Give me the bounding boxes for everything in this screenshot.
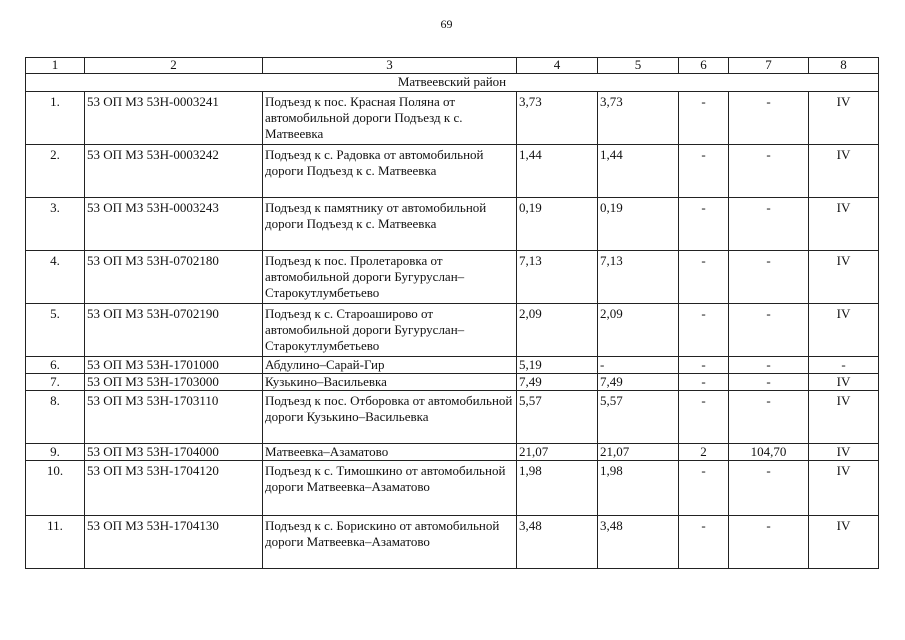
bridge-length: - [729,304,809,357]
bridge-count: - [679,145,729,198]
row-number: 4. [26,251,85,304]
page-number: 69 [440,17,453,31]
bridge-count: - [679,198,729,251]
roads-table [25,57,879,569]
row-number: 10. [26,461,85,516]
hard-surface-length: 2,09 [598,304,679,357]
road-name: Подъезд к пос. Отборовка от автомобильной дороги Кузькино–Васильевка [263,391,517,444]
column-header: 2 [85,58,263,74]
road-length: 1,98 [517,461,598,516]
road-category: IV [809,198,879,251]
road-name: Подъезд к с. Радовка от автомобильной дороги Подъезд к с. Матвеевка [263,145,517,198]
road-category: IV [809,145,879,198]
table-row [26,304,879,357]
road-category: IV [809,374,879,391]
row-number: 3. [26,198,85,251]
road-length: 5,19 [517,357,598,374]
table-row [26,461,879,516]
road-category: IV [809,391,879,444]
hard-surface-length: 3,48 [598,516,679,569]
road-length: 7,49 [517,374,598,391]
bridge-length: - [729,92,809,145]
road-name: Подъезд к пос. Красная Поляна от автомобильной дороги Подъезд к с. Матвеевка [263,92,517,145]
table-row [26,444,879,461]
table-row [26,516,879,569]
row-number: 8. [26,391,85,444]
road-name: Подъезд к с. Староаширово от автомобильной дороги Бугуруслан–Старокутлумбетьево [263,304,517,357]
bridge-length: - [729,391,809,444]
road-length: 7,13 [517,251,598,304]
table-row [26,357,879,374]
hard-surface-length: 3,73 [598,92,679,145]
bridge-count: - [679,92,729,145]
road-name: Абдулино–Сарай-Гир [263,357,517,374]
bridge-length: - [729,516,809,569]
road-id-code: 53 ОП МЗ 53Н-1704000 [85,444,263,461]
road-id-code: 53 ОП МЗ 53Н-0003241 [85,92,263,145]
row-number: 7. [26,374,85,391]
bridge-count: - [679,516,729,569]
bridge-length: - [729,374,809,391]
header-row [26,58,879,74]
bridge-length: - [729,251,809,304]
bridge-length: - [729,198,809,251]
road-id-code: 53 ОП МЗ 53Н-1703110 [85,391,263,444]
row-number: 11. [26,516,85,569]
road-id-code: 53 ОП МЗ 53Н-0702180 [85,251,263,304]
row-number: 9. [26,444,85,461]
hard-surface-length: 5,57 [598,391,679,444]
column-header: 5 [598,58,679,74]
table-row [26,198,879,251]
road-length: 2,09 [517,304,598,357]
road-category: IV [809,516,879,569]
road-category: IV [809,304,879,357]
table-row [26,145,879,198]
table-row [26,374,879,391]
hard-surface-length: 7,49 [598,374,679,391]
column-header: 1 [26,58,85,74]
road-category: IV [809,92,879,145]
road-name: Подъезд к памятнику от автомобильной дороги Подъезд к с. Матвеевка [263,198,517,251]
bridge-count: - [679,251,729,304]
table-row [26,92,879,145]
bridge-count: - [679,357,729,374]
road-category: - [809,357,879,374]
road-length: 21,07 [517,444,598,461]
bridge-length: 104,70 [729,444,809,461]
road-length: 3,48 [517,516,598,569]
road-id-code: 53 ОП МЗ 53Н-0702190 [85,304,263,357]
column-header: 6 [679,58,729,74]
hard-surface-length: 21,07 [598,444,679,461]
district-row [26,74,879,92]
road-category: IV [809,461,879,516]
bridge-count: - [679,391,729,444]
road-id-code: 53 ОП МЗ 53Н-1701000 [85,357,263,374]
bridge-count: - [679,304,729,357]
hard-surface-length: 0,19 [598,198,679,251]
road-category: IV [809,251,879,304]
row-number: 1. [26,92,85,145]
bridge-length: - [729,461,809,516]
column-header: 8 [809,58,879,74]
bridge-length: - [729,357,809,374]
road-name: Подъезд к с. Тимошкино от автомобильной дороги Матвеевка–Азаматово [263,461,517,516]
hard-surface-length: 1,44 [598,145,679,198]
column-header: 4 [517,58,598,74]
road-length: 0,19 [517,198,598,251]
row-number: 5. [26,304,85,357]
road-name: Матвеевка–Азаматово [263,444,517,461]
road-name: Подъезд к с. Борискино от автомобильной дороги Матвеевка–Азаматово [263,516,517,569]
table-row [26,391,879,444]
road-id-code: 53 ОП МЗ 53Н-1704130 [85,516,263,569]
column-header: 7 [729,58,809,74]
road-name: Подъезд к пос. Пролетаровка от автомобильной дороги Бугуруслан–Старокутлумбетьево [263,251,517,304]
table-row [26,251,879,304]
hard-surface-length: 7,13 [598,251,679,304]
road-length: 3,73 [517,92,598,145]
district-title: Матвеевский район [26,74,879,92]
road-id-code: 53 ОП МЗ 53Н-0003243 [85,198,263,251]
hard-surface-length: - [598,357,679,374]
bridge-count: - [679,374,729,391]
row-number: 6. [26,357,85,374]
road-length: 5,57 [517,391,598,444]
road-length: 1,44 [517,145,598,198]
bridge-count: - [679,461,729,516]
road-id-code: 53 ОП МЗ 53Н-0003242 [85,145,263,198]
row-number: 2. [26,145,85,198]
road-id-code: 53 ОП МЗ 53Н-1704120 [85,461,263,516]
road-name: Кузькино–Васильевка [263,374,517,391]
hard-surface-length: 1,98 [598,461,679,516]
bridge-count: 2 [679,444,729,461]
bridge-length: - [729,145,809,198]
road-category: IV [809,444,879,461]
road-id-code: 53 ОП МЗ 53Н-1703000 [85,374,263,391]
column-header: 3 [263,58,517,74]
